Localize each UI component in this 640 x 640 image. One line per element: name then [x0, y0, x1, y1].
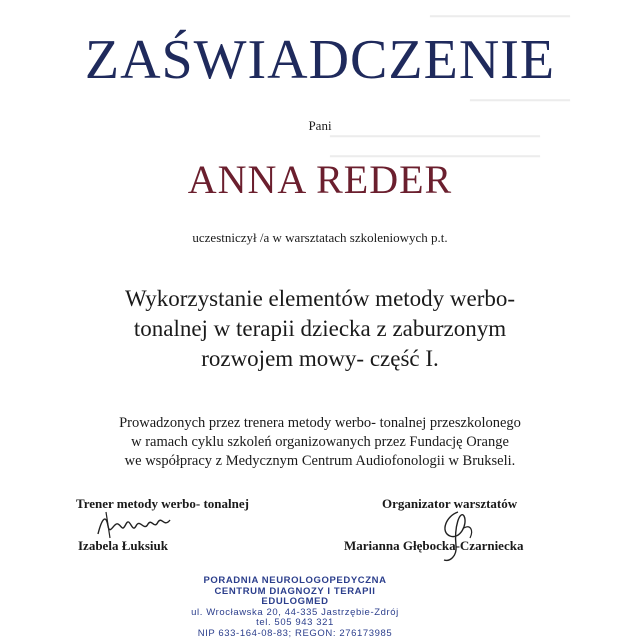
stamp-line: NIP 633-164-08-83; REGON: 276173985	[197, 627, 393, 639]
course-title-line: Wykorzystanie elementów metody werbo-	[124, 286, 516, 311]
bleed-through-text: ▁▁▁▁▁▁▁▁▁▁▁▁▁▁▁▁▁▁▁▁▁	[330, 142, 540, 157]
organizer-signature	[428, 506, 488, 566]
course-title-line: tonalnej w terapii dziecka z zaburzonym	[133, 316, 507, 341]
stamp-line: CENTRUM DIAGNOZY I TERAPII	[214, 585, 376, 597]
stamp-line: tel. 505 943 321	[256, 617, 334, 628]
participation-text: uczestniczył /a w warsztatach szkoleniowych p.t.	[192, 230, 448, 245]
trainer-name: Izabela Łuksiuk	[78, 538, 168, 553]
trainer-signature	[92, 508, 182, 542]
stamp-line: ul. Wrocławska 20, 44-335 Jastrzębie-Zdrój	[191, 606, 399, 618]
stamp-line: PORADNIA NEUROLOGOPEDYCZNA	[203, 575, 387, 586]
course-title	[40, 284, 600, 374]
organizer-label: Organizator warsztatów	[382, 496, 518, 511]
organizer-name: Marianna Głębocka-Czarniecka	[344, 538, 524, 553]
description-line: we współpracy z Medycznym Centrum Audiofonologii w Brukseli.	[124, 453, 516, 469]
course-description	[40, 414, 600, 471]
bleed-through-text: ▁▁▁▁▁▁▁▁▁▁	[470, 86, 570, 101]
salutation: Pani	[308, 118, 332, 133]
certificate-title: ZAŚWIADCZENIE	[84, 29, 556, 91]
bleed-through-text: ▁▁▁▁▁▁▁▁▁▁▁▁▁▁▁▁▁▁▁▁▁	[330, 122, 540, 137]
trainer-label: Trener metody werbo- tonalnej	[76, 496, 249, 511]
institution-stamp	[190, 576, 400, 639]
recipient-name: ANNA REDER	[187, 157, 453, 202]
description-line: Prowadzonych przez trenera metody werbo- tonalnej przeszkolonego	[119, 415, 521, 431]
description-line: w ramach cyklu szkoleń organizowanych przez Fundację Orange	[131, 434, 509, 450]
course-title-line: rozwojem mowy- część I.	[201, 346, 439, 371]
bleed-through-text: ▁▁▁▁▁▁▁▁▁▁▁▁▁▁	[430, 2, 570, 17]
stamp-line: EDULOGMED	[261, 596, 329, 607]
